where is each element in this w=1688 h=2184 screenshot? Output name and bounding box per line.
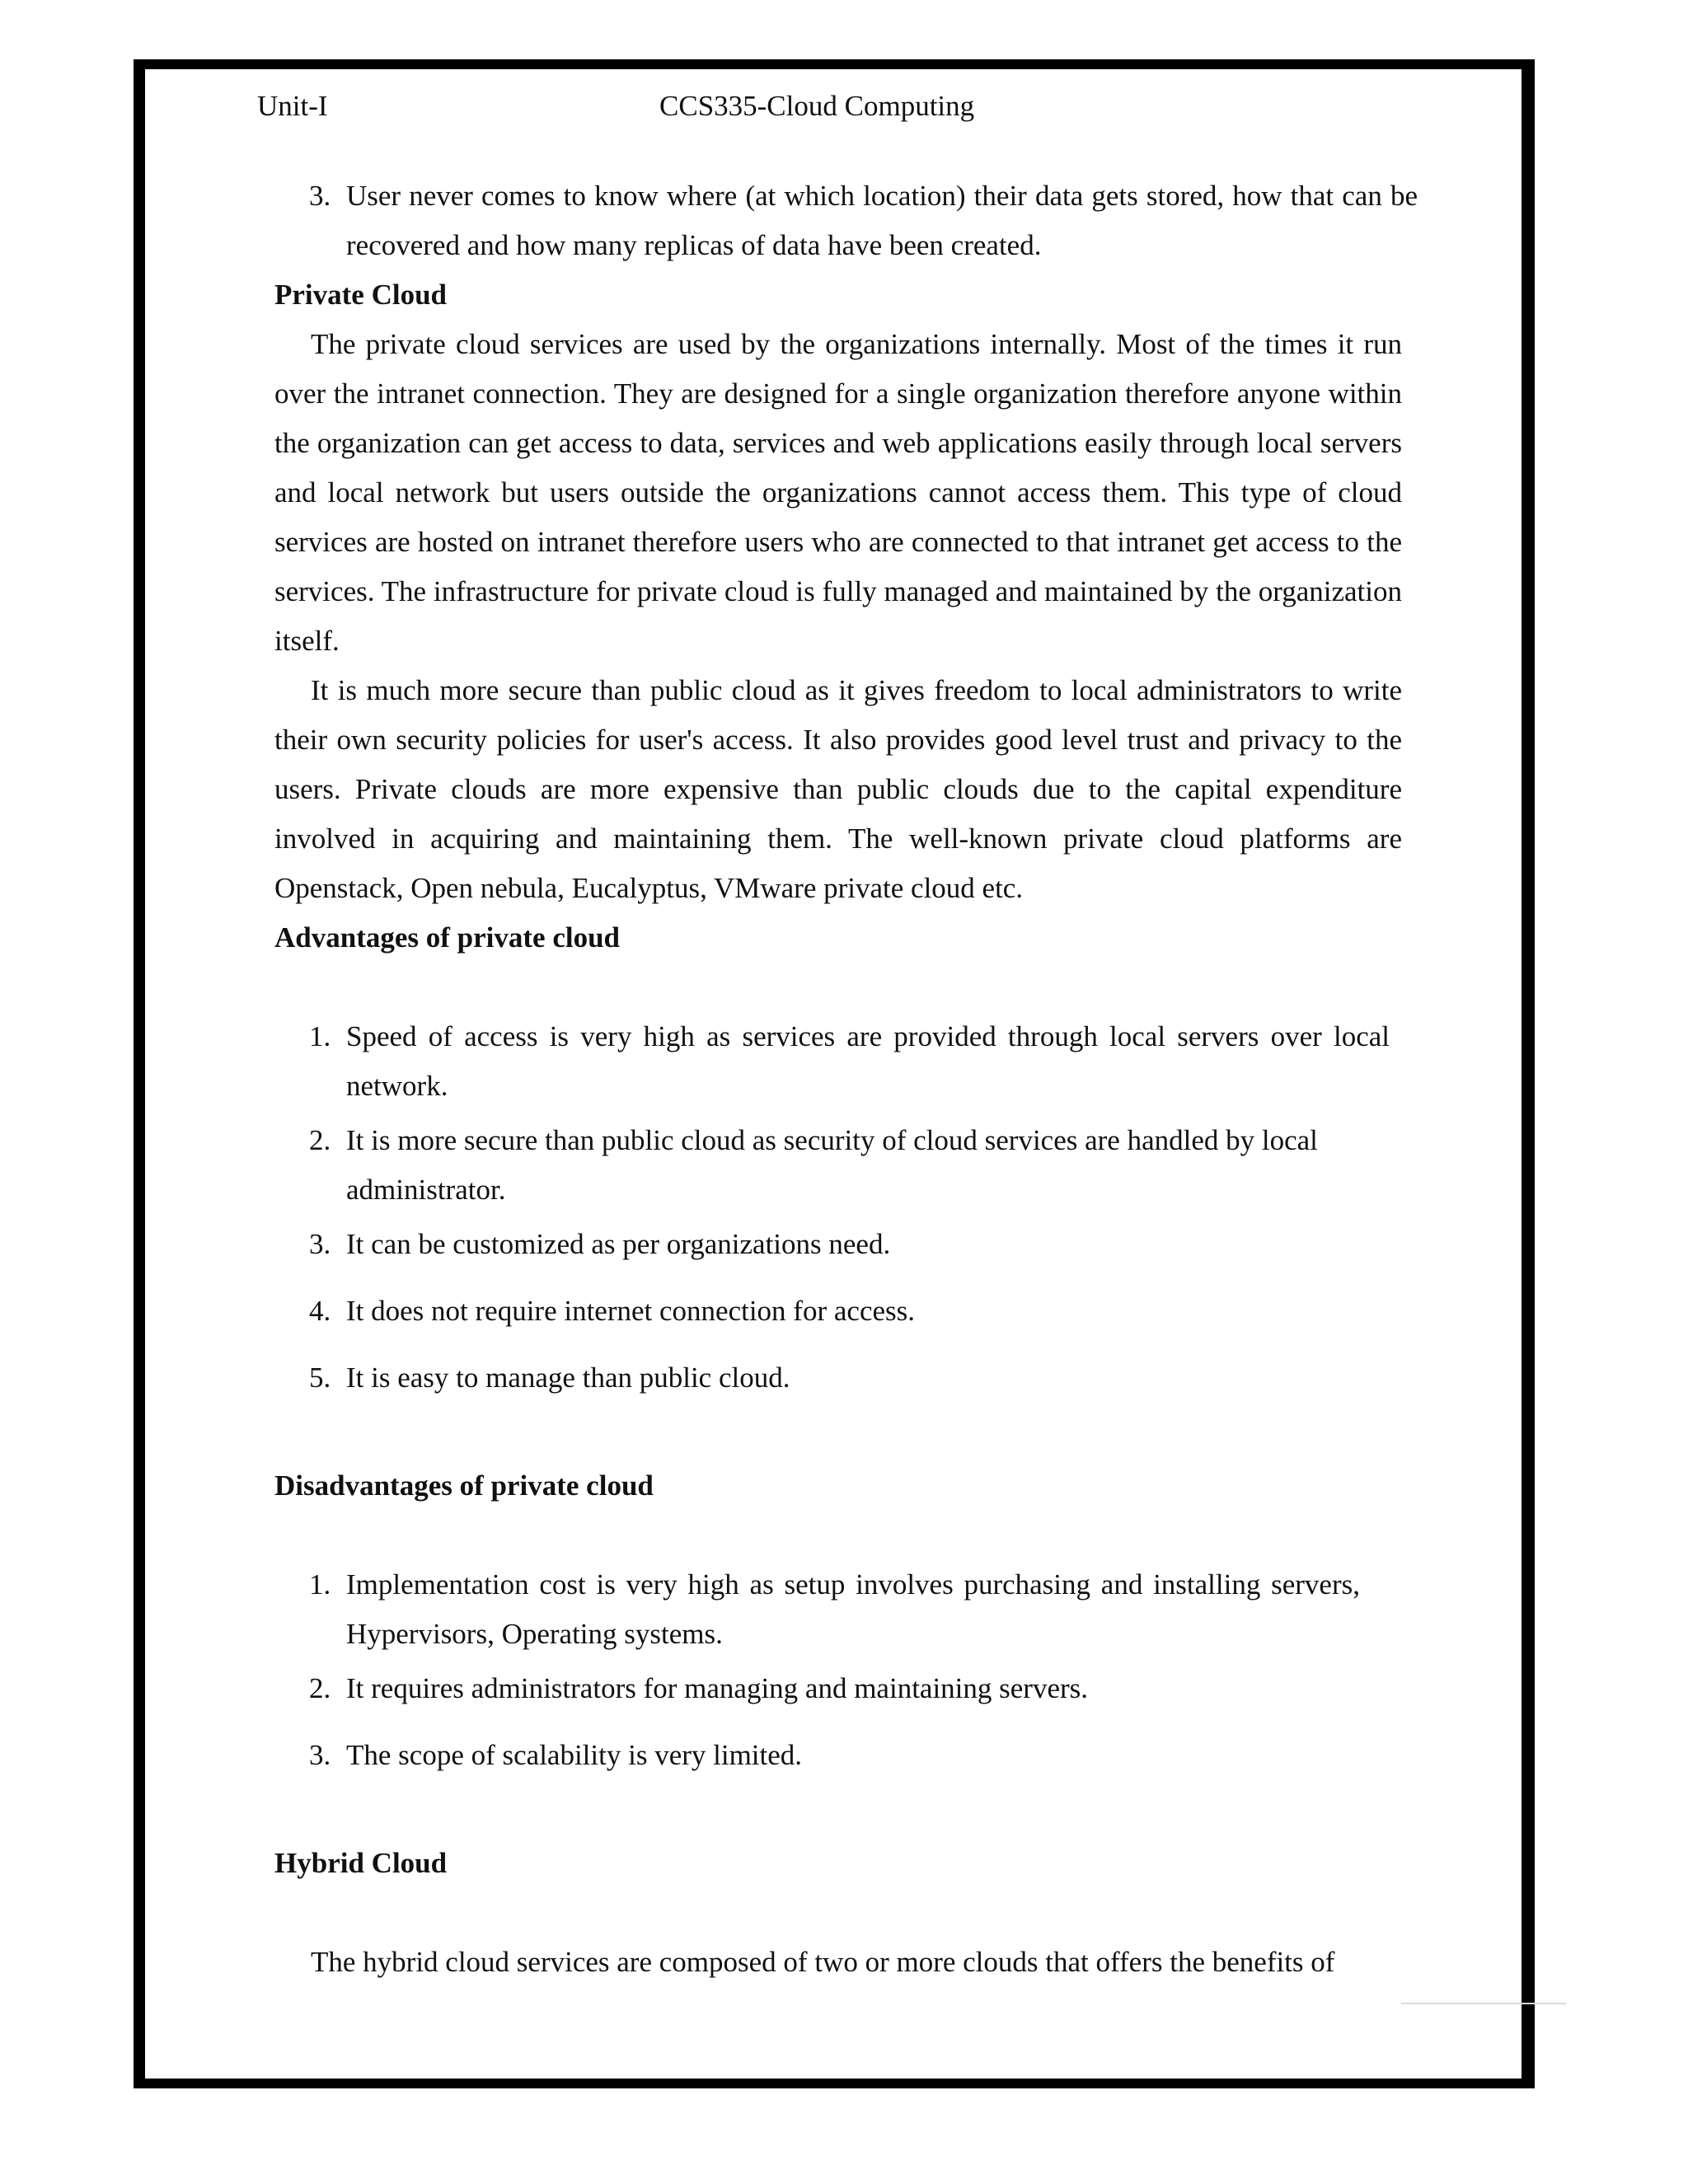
list-item-text: It can be customized as per organizations need. — [346, 1228, 891, 1260]
list-item — [274, 1012, 1390, 1111]
list-item — [274, 171, 1418, 270]
list-item-text: Speed of access is very high as services are provided through local servers over local network. — [346, 1020, 1390, 1102]
list-item — [274, 1731, 1418, 1780]
list-item-number: 3. — [309, 1739, 331, 1771]
list-item — [274, 1664, 1418, 1713]
paragraph: The hybrid cloud services are composed of two or more clouds that offers the benefits of — [311, 1946, 1335, 1978]
page-content — [274, 171, 1418, 1987]
list-item — [274, 1286, 1418, 1336]
header-course-title: CCS335-Cloud Computing — [659, 90, 975, 122]
list-item-text: User never comes to know where (at which location) their data gets stored, how that can be recovered and how many replicas of data have been created. — [346, 180, 1418, 261]
list-item-number: 3. — [309, 180, 331, 212]
footer-divider — [1401, 2003, 1566, 2004]
list-item-text: Implementation cost is very high as setup involves purchasing and installing servers, Hypervisors, Operating systems. — [346, 1568, 1360, 1650]
list-item — [274, 1116, 1418, 1215]
list-item-text: It is easy to manage than public cloud. — [346, 1361, 790, 1394]
paragraph: It is much more secure than public cloud as it gives freedom to local administrators to write their own security policies for user's access. It also provides good level trust and privacy to the users. Private clouds are more expensive than public clouds due to the capital expenditure involved in acquiring and maintaining them. The well-known private cloud platforms are Openstack, Open nebula, Eucalyptus, VMware private cloud etc. — [274, 674, 1402, 904]
list-item — [274, 1353, 1418, 1403]
list-item-number: 4. — [309, 1295, 331, 1327]
advantages-list — [274, 1012, 1402, 1403]
list-item-number: 1. — [309, 1020, 331, 1052]
header-unit: Unit-I — [257, 90, 328, 122]
list-item — [274, 1220, 1418, 1269]
list-item-number: 3. — [309, 1228, 331, 1260]
list-item-number: 2. — [309, 1672, 331, 1704]
list-item-number: 2. — [309, 1124, 331, 1156]
list-item-text: It does not require internet connection for access. — [346, 1295, 916, 1327]
list-item-number: 5. — [309, 1361, 331, 1394]
list-item-text: The scope of scalability is very limited. — [346, 1739, 803, 1771]
list-item-number: 1. — [309, 1568, 331, 1601]
section-heading-private-cloud: Private Cloud — [274, 279, 448, 311]
section-heading-hybrid-cloud: Hybrid Cloud — [274, 1847, 448, 1879]
list-item-text: It is more secure than public cloud as security of cloud services are handled by local administrator. — [346, 1124, 1318, 1206]
paragraph: The private cloud services are used by the organizations internally. Most of the times it run over the intranet connection. They are designed for a single organization therefore anyone within the organization can get access to data, services and web applications easily through local servers and local network but users outside the organizations cannot access them. This type of cloud services are hosted on intranet therefore users who are connected to that intranet get access to the services. The infrastructure for private cloud is fully managed and maintained by the organization itself. — [274, 328, 1402, 657]
disadvantages-list — [274, 1560, 1402, 1780]
section-heading-advantages: Advantages of private cloud — [274, 921, 621, 954]
list-item-text: It requires administrators for managing and maintaining servers. — [346, 1672, 1089, 1704]
section-heading-disadvantages: Disadvantages of private cloud — [274, 1469, 654, 1502]
list-item — [274, 1560, 1360, 1659]
